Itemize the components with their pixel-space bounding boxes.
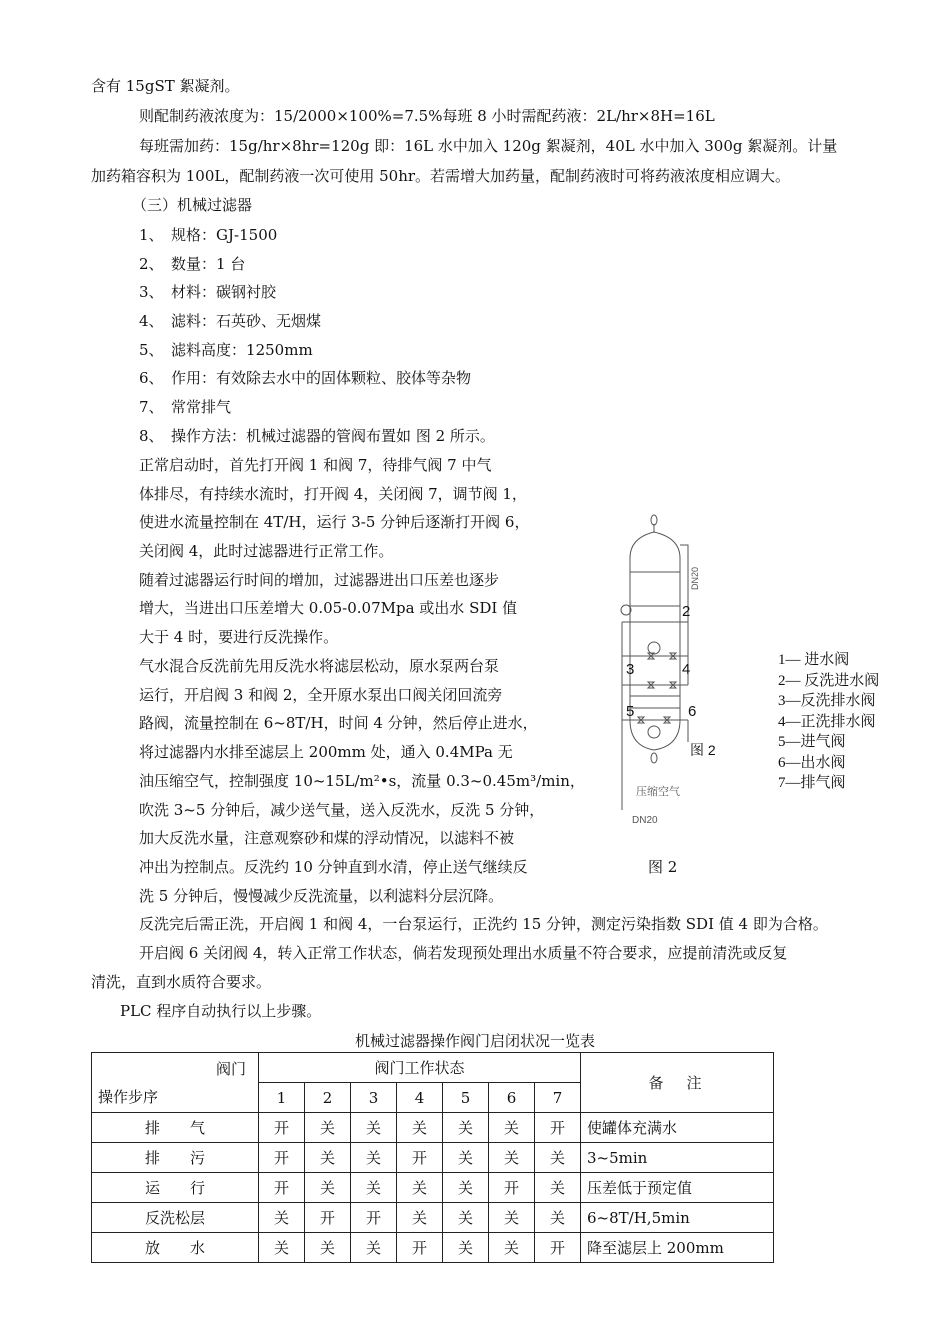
state-cell: 开 <box>397 1233 443 1263</box>
step-cell: 排 气 <box>92 1113 259 1143</box>
text-line: 油压缩空气，控制强度 10~15L/m²•s，流量 0.3~0.45m³/min， <box>139 772 585 790</box>
note-cell: 降至滤层上 200mm <box>581 1233 774 1263</box>
state-cell: 关 <box>397 1203 443 1233</box>
valve-legend <box>778 650 879 794</box>
state-cell: 开 <box>535 1233 581 1263</box>
table-caption: 机械过滤器操作阀门启闭状况一览表 <box>354 1032 595 1050</box>
state-cell: 关 <box>489 1113 535 1143</box>
state-cell: 关 <box>305 1173 351 1203</box>
note-header: 备 注 <box>581 1053 774 1113</box>
table-row <box>92 1233 774 1263</box>
step-cell: 排 污 <box>92 1143 259 1173</box>
valve-column-header: 2 <box>305 1083 351 1113</box>
legend-item: 1— 进水阀 <box>778 652 850 668</box>
text-line: 正常启动时，首先打开阀 1 和阀 7，待排气阀 7 中气 <box>139 456 492 474</box>
table-corner-cell <box>92 1053 259 1113</box>
state-cell: 关 <box>443 1233 489 1263</box>
table-row <box>92 1173 774 1203</box>
note-cell: 6~8T/H,5min <box>581 1203 774 1233</box>
state-cell: 关 <box>259 1203 305 1233</box>
text-line: 将过滤器内水排至滤层上 200mm 处，通入 0.4MPa 无 <box>139 743 513 761</box>
text-line: 冲出为控制点。反洗约 10 分钟直到水清，停止送气继续反 <box>139 858 528 876</box>
valve-column-header: 1 <box>259 1083 305 1113</box>
text-line: 加药箱容积为 100L，配制药液一次可使用 50hr。若需增大加药量，配制药液时可将药液浓度相应调大。 <box>91 167 791 185</box>
state-cell: 关 <box>351 1173 397 1203</box>
figure-inner-caption: 图 2 <box>690 742 716 758</box>
state-cell: 关 <box>443 1143 489 1173</box>
section-heading: （三）机械过滤器 <box>132 196 253 214</box>
state-cell: 关 <box>489 1233 535 1263</box>
figure-caption: 图 2 <box>648 858 678 876</box>
spec-item: 6、 作用：有效除去水中的固体颗粒、胶体等杂物 <box>139 369 472 387</box>
text-line: 路阀，流量控制在 6~8T/H，时间 4 分钟，然后停止进水， <box>139 714 538 732</box>
text-line: 则配制药液浓度为：15/2000×100%=7.5%每班 8 小时需配药液：2L/hr×8H=16L <box>139 107 715 125</box>
state-cell: 开 <box>259 1113 305 1143</box>
spec-item: 5、 滤料高度：1250mm <box>139 341 313 359</box>
valve-column-header: 5 <box>443 1083 489 1113</box>
text-line: 每班需加药：15g/hr×8hr=120g 即：16L 水中加入 120g 絮凝剂，40L 水中加入 300g 絮凝剂。计量 <box>139 137 838 155</box>
state-cell: 关 <box>305 1233 351 1263</box>
note-cell: 压差低于预定值 <box>581 1173 774 1203</box>
corner-top-label: 阀门 <box>215 1060 246 1078</box>
text-line: 气水混合反洗前先用反洗水将滤层松动，原水泵两台泵 <box>139 657 500 675</box>
note-cell: 使罐体充满水 <box>581 1113 774 1143</box>
text-line: 随着过滤器运行时间的增加，过滤器进出口压差也逐步 <box>139 571 500 589</box>
state-cell: 开 <box>259 1173 305 1203</box>
state-cell: 关 <box>535 1173 581 1203</box>
valve-number: 5 <box>626 703 635 720</box>
legend-item: 4—正洗排水阀 <box>778 713 876 730</box>
text-line: 加大反洗水量，注意观察砂和煤的浮动情况，以滤料不被 <box>139 829 515 847</box>
spec-item: 4、 滤料：石英砂、无烟煤 <box>139 312 322 330</box>
legend-item: 7—排气阀 <box>778 775 846 791</box>
state-cell: 开 <box>397 1143 443 1173</box>
text-line: 使进水流量控制在 4T/H，运行 3-5 分钟后逐渐打开阀 6， <box>139 513 530 531</box>
filter-valve-diagram <box>600 510 720 850</box>
text-line: 反洗完后需正洗，开启阀 1 和阀 4，一台泵运行，正洗约 15 分钟，测定污染指数 SDI 值 4 即为合格。 <box>139 915 828 933</box>
step-cell: 放 水 <box>92 1233 259 1263</box>
valve-state-table <box>91 1052 774 1263</box>
state-cell: 关 <box>443 1203 489 1233</box>
spec-item: 7、 常常排气 <box>139 398 232 416</box>
table-row <box>92 1113 774 1143</box>
state-cell: 关 <box>397 1173 443 1203</box>
valve-column-header: 4 <box>397 1083 443 1113</box>
text-line: 运行，开启阀 3 和阀 2，全开原水泵出口阀关闭回流旁 <box>139 686 503 704</box>
pipe-label: DN20 <box>690 566 700 590</box>
state-cell: 关 <box>351 1233 397 1263</box>
table-row <box>92 1143 774 1173</box>
valve-number: 6 <box>688 703 697 720</box>
valve-number: 3 <box>626 661 635 678</box>
note-cell: 3~5min <box>581 1143 774 1173</box>
state-cell: 关 <box>443 1173 489 1203</box>
state-cell: 开 <box>305 1203 351 1233</box>
state-cell: 关 <box>305 1143 351 1173</box>
valve-column-header: 6 <box>489 1083 535 1113</box>
state-cell: 关 <box>351 1143 397 1173</box>
legend-item: 3—反洗排水阀 <box>778 693 876 709</box>
corner-bottom-label: 操作步序 <box>98 1088 159 1106</box>
table-row <box>92 1203 774 1233</box>
state-cell: 关 <box>535 1203 581 1233</box>
text-line: 开启阀 6 关闭阀 4，转入正常工作状态，倘若发现预处理出水质量不符合要求，应提前清洗或反复 <box>139 944 788 962</box>
text-line: 增大，当进出口压差增大 0.05-0.07Mpa 或出水 SDI 值 <box>139 599 518 617</box>
state-cell: 关 <box>351 1113 397 1143</box>
state-cell: 关 <box>305 1113 351 1143</box>
spec-item: 1、 规格：GJ-1500 <box>139 226 278 244</box>
text-line: PLC 程序自动执行以上步骤。 <box>120 1002 322 1020</box>
state-cell: 开 <box>351 1203 397 1233</box>
state-cell: 开 <box>489 1173 535 1203</box>
text-line: 关闭阀 4，此时过滤器进行正常工作。 <box>139 542 394 560</box>
text-line: 含有 15gST 絮凝剂。 <box>91 77 240 95</box>
valve-number: 4 <box>682 661 691 678</box>
step-cell: 反洗松层 <box>92 1203 259 1233</box>
air-label: 压缩空气 <box>636 786 680 798</box>
state-cell: 关 <box>535 1143 581 1173</box>
valve-number: 2 <box>682 603 691 620</box>
text-line: 洗 5 分钟后，慢慢减少反洗流量，以利滤料分层沉降。 <box>139 887 504 905</box>
spec-item: 3、 材料：碳钢衬胶 <box>139 283 277 301</box>
state-cell: 关 <box>397 1113 443 1143</box>
text-line: 吹洗 3~5 分钟后，减少送气量，送入反洗水，反洗 5 分钟， <box>139 801 545 819</box>
legend-item: 5—进气阀 <box>778 734 846 750</box>
spec-item: 2、 数量：1 台 <box>139 255 246 273</box>
spec-item: 8、 操作方法：机械过滤器的管阀布置如 图 2 所示。 <box>139 427 495 445</box>
legend-item: 2— 反洗进水阀 <box>778 672 880 689</box>
step-cell: 运 行 <box>92 1173 259 1203</box>
text-line: 清洗，直到水质符合要求。 <box>91 973 272 991</box>
valve-column-header: 7 <box>535 1083 581 1113</box>
text-line: 大于 4 时，要进行反洗操作。 <box>139 628 339 646</box>
state-cell: 关 <box>489 1143 535 1173</box>
state-cell: 关 <box>443 1113 489 1143</box>
group-header: 阀门工作状态 <box>259 1053 581 1083</box>
state-cell: 开 <box>535 1113 581 1143</box>
valve-column-header: 3 <box>351 1083 397 1113</box>
state-cell: 关 <box>259 1233 305 1263</box>
legend-item: 6—出水阀 <box>778 754 846 771</box>
text-line: 体排尽，有持续水流时，打开阀 4，关闭阀 7，调节阀 1， <box>139 485 527 503</box>
state-cell: 关 <box>489 1203 535 1233</box>
state-cell: 开 <box>259 1143 305 1173</box>
pipe-label: DN20 <box>632 815 658 826</box>
